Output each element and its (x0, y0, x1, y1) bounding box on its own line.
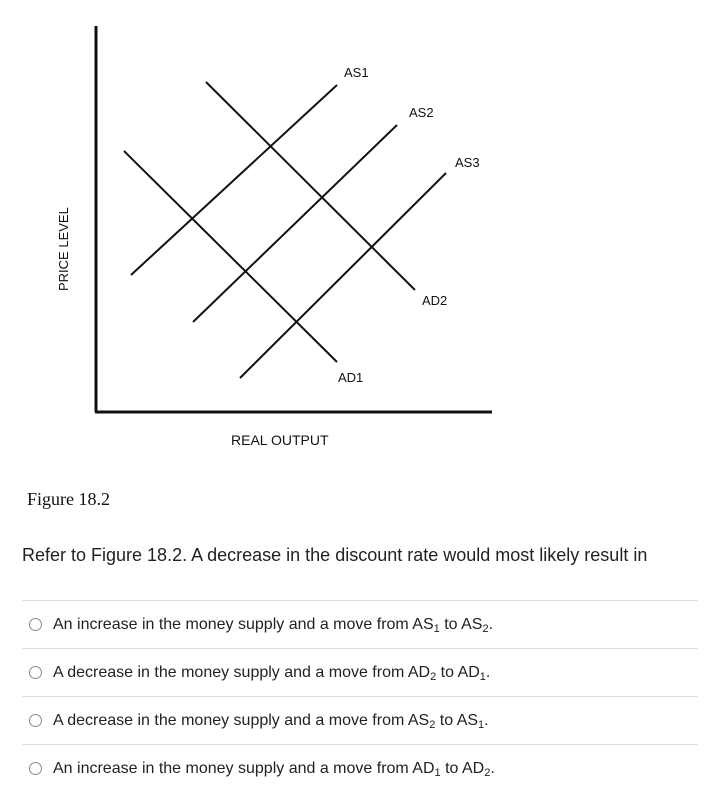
subscript: 2 (484, 766, 491, 779)
answer-choices (22, 600, 698, 792)
ad2-curve (206, 82, 415, 290)
radio-button[interactable] (29, 666, 42, 679)
choice-text: to AS (435, 711, 479, 729)
choice-text: A decrease in the money supply and a move from AD (53, 663, 431, 681)
choice-text: to AD (440, 759, 485, 777)
choice-text: An increase in the money supply and a move from AS (53, 615, 434, 633)
choice-text: . (490, 759, 495, 777)
ad2-label: AD2 (422, 293, 448, 308)
choice-label (53, 712, 489, 730)
radio-button[interactable] (29, 714, 42, 727)
as1-label: AS1 (344, 65, 369, 80)
choice-text: An increase in the money supply and a move from AD (53, 759, 435, 777)
choice-text: . (484, 711, 489, 729)
radio-button[interactable] (29, 618, 42, 631)
question-text: Refer to Figure 18.2. A decrease in the discount rate would most likely result in (22, 545, 648, 565)
as2-curve (193, 125, 397, 322)
choice-text: . (485, 663, 491, 681)
subscript: 1 (434, 766, 441, 779)
subscript: 1 (478, 718, 485, 731)
y-axis-label: PRICE LEVEL (56, 207, 71, 291)
choice-text: A decrease in the money supply and a move from AS (53, 711, 430, 729)
choice-label (53, 664, 490, 682)
as3-curve (240, 173, 446, 378)
choice-text: to AD (436, 663, 480, 681)
as2-label: AS2 (409, 105, 434, 120)
choice-text: . (488, 615, 494, 633)
as3-label: AS3 (455, 155, 480, 170)
choice-label (53, 760, 495, 778)
subscript: 1 (433, 622, 440, 635)
choice-label (53, 616, 493, 634)
choice-3[interactable] (22, 696, 698, 744)
choice-1[interactable] (22, 600, 698, 648)
subscript: 2 (430, 670, 437, 683)
ad1-label: AD1 (338, 370, 364, 385)
figure-caption: Figure 18.2 (27, 489, 110, 509)
subscript: 2 (429, 718, 436, 731)
x-axis-label: REAL OUTPUT (231, 432, 329, 448)
choice-2[interactable] (22, 648, 698, 696)
subscript: 1 (479, 670, 486, 683)
subscript: 2 (482, 622, 489, 635)
choice-4[interactable] (22, 744, 698, 792)
choice-text: to AS (439, 615, 483, 633)
as1-curve (131, 85, 337, 275)
radio-button[interactable] (29, 762, 42, 775)
